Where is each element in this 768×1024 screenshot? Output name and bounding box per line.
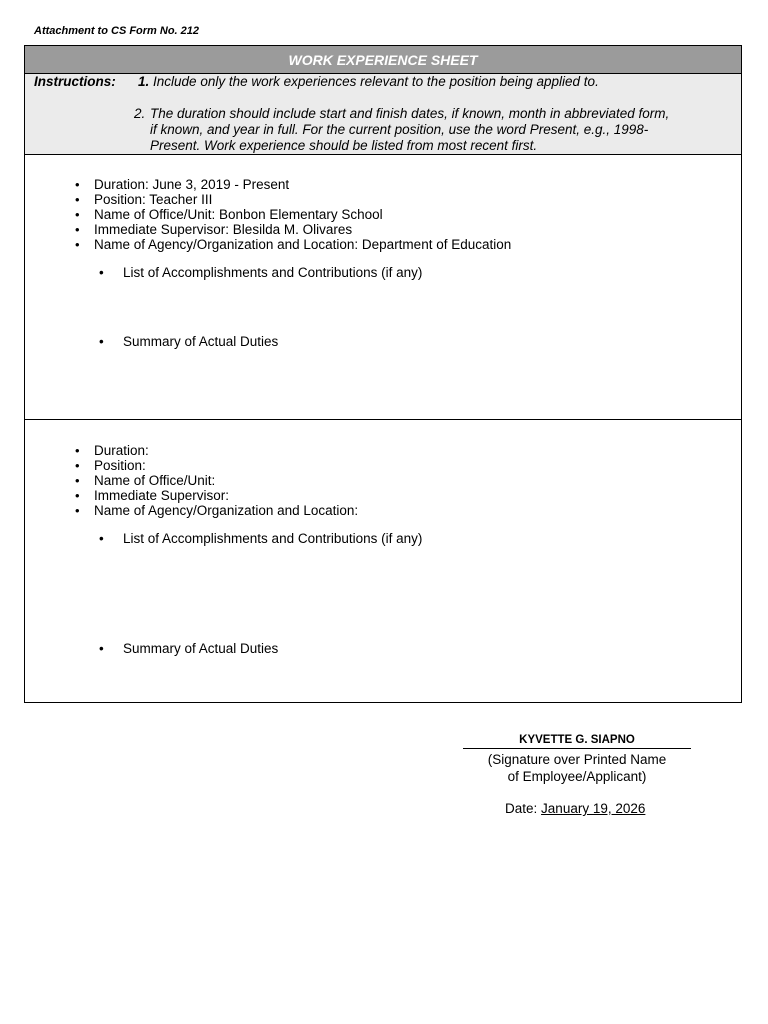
- entry-1-accomplishments-label: • List of Accomplishments and Contributions (if any): [99, 265, 422, 280]
- instruction-2-number: 2.: [134, 106, 146, 121]
- signature-caption-line-1: (Signature over Printed Name: [487, 752, 667, 767]
- entry-2-accomplishments-label: • List of Accomplishments and Contributions (if any): [99, 531, 422, 546]
- entry-1-agency: • Name of Agency/Organization and Location: Department of Education: [75, 237, 511, 252]
- entry-1-supervisor: • Immediate Supervisor: Blesilda M. Olivares: [75, 222, 511, 237]
- entry-2-details: [75, 443, 358, 518]
- entry-2-duration: • Duration:: [75, 443, 358, 458]
- signatory-name: KYVETTE G. SIAPNO: [463, 733, 691, 749]
- date-value: January 19, 2026: [541, 801, 646, 816]
- instructions-panel: [25, 74, 741, 155]
- entry-2-duties-label: • Summary of Actual Duties: [99, 641, 278, 656]
- signature-block: [463, 733, 691, 785]
- entry-2-supervisor: • Immediate Supervisor:: [75, 488, 358, 503]
- instruction-item-1: [138, 74, 738, 90]
- experience-entry-1: [25, 155, 741, 420]
- signature-caption: [463, 751, 691, 785]
- instruction-2-line-2: if known, and year in full. For the current position, use the word Present, e.g., 1998-: [150, 122, 649, 137]
- date-line: [505, 801, 645, 816]
- entry-1-duration: • Duration: June 3, 2019 - Present: [75, 177, 511, 192]
- entry-1-duties-label: • Summary of Actual Duties: [99, 334, 278, 349]
- signature-caption-line-2: of Employee/Applicant): [507, 769, 647, 784]
- instruction-1-number: 1.: [138, 74, 150, 89]
- form-reference: Attachment to CS Form No. 212: [34, 25, 200, 37]
- entry-2-position: • Position:: [75, 458, 358, 473]
- entry-2-office: • Name of Office/Unit:: [75, 473, 358, 488]
- work-experience-sheet: [24, 45, 742, 703]
- instruction-1-text: Include only the work experiences relevant to the position being applied to.: [153, 74, 599, 89]
- instruction-2-line-3: Present. Work experience should be listed from most recent first.: [150, 138, 538, 153]
- instructions-label: Instructions:: [34, 74, 116, 89]
- date-label: Date:: [505, 801, 538, 816]
- instruction-item-2: [134, 106, 734, 154]
- entry-2-agency: • Name of Agency/Organization and Location:: [75, 503, 358, 518]
- entry-1-position: • Position: Teacher III: [75, 192, 511, 207]
- entry-1-office: • Name of Office/Unit: Bonbon Elementary School: [75, 207, 511, 222]
- sheet-title: WORK EXPERIENCE SHEET: [25, 46, 741, 74]
- instruction-2-line-1: The duration should include start and finish dates, if known, month in abbreviated form,: [150, 106, 670, 121]
- entry-1-details: [75, 177, 511, 252]
- experience-entry-2: [25, 421, 741, 701]
